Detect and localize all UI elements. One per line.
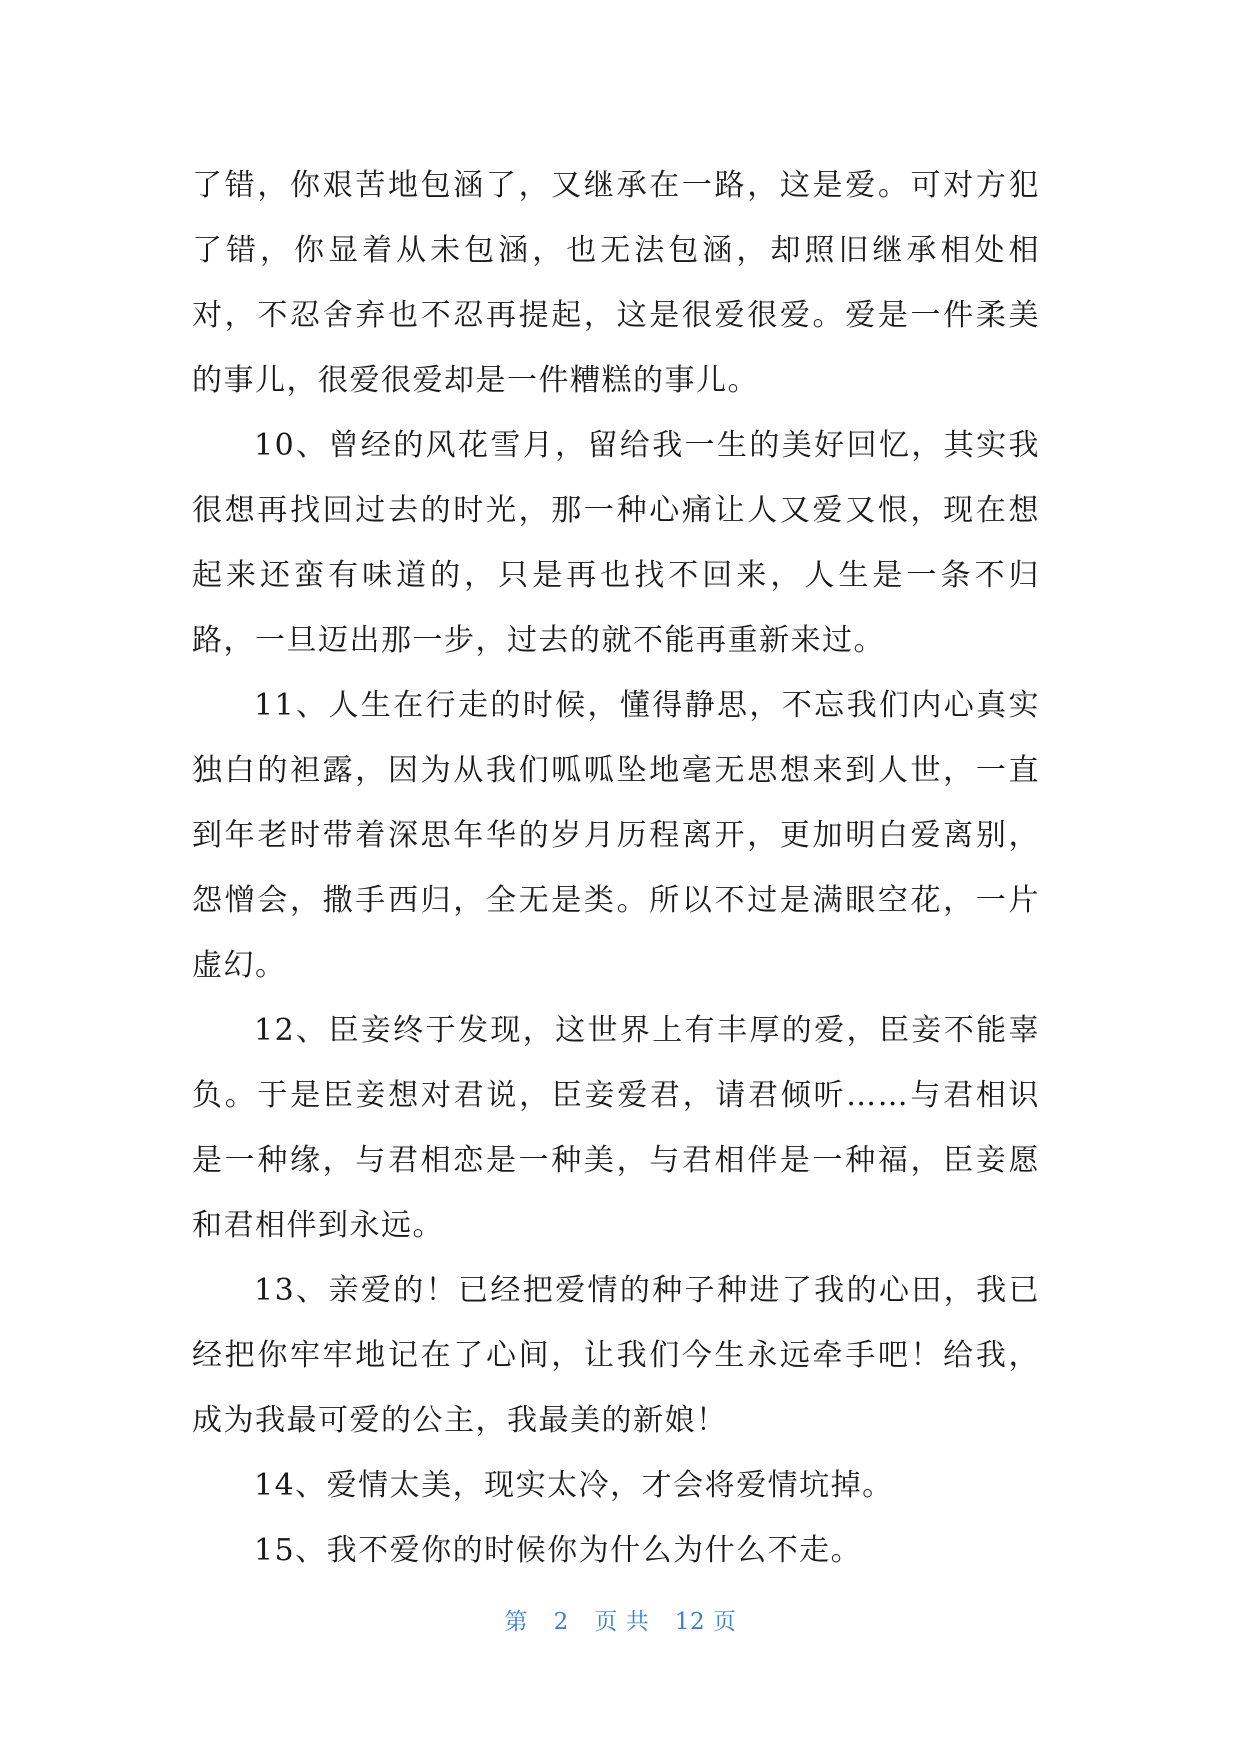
paragraph-item-11: 11、人生在行走的时候，懂得静思，不忘我们内心真实独白的袒露，因为从我们呱呱坠地毫无思想来到人世，一直到年老时带着深思年华的岁月历程离开，更加明白爱离别，怨憎会，撒手西归，全无是类。所以不过是满眼空花，一片虚幻。: [192, 688, 1040, 983]
footer-prefix: 第: [504, 1609, 529, 1635]
paragraph-item-15: 15、我不爱你的时候你为什么为什么不走。: [254, 1533, 863, 1568]
paragraph-item-13: 13、亲爱的！已经把爱情的种子种进了我的心田，我已经把你牢牢地记在了心间，让我们今生永远牵手吧！给我，成为我最可爱的公主，我最美的新娘！: [192, 1273, 1040, 1438]
footer-middle: 页 共: [594, 1609, 650, 1635]
paragraph-item-10: 10、曾经的风花雪月，留给我一生的美好回忆，其实我很想再找回过去的时光，那一种心痛让人又爱又恨，现在想起来还蛮有味道的，只是再也找不回来，人生是一条不归路，一旦迈出那一步，过去的就不能再重新来过。: [192, 428, 1040, 658]
paragraph-continuation: 了错，你艰苦地包涵了，又继承在一路，这是爱。可对方犯了错，你显着从未包涵，也无法包涵，却照旧继承相处相对，不忍舍弃也不忍再提起，这是很爱很爱。爱是一件柔美的事儿，很爱很爱却是一件糟糕的事儿。: [192, 168, 1040, 398]
footer-current-page: 2: [553, 1609, 569, 1635]
footer-total-pages: 12: [674, 1609, 706, 1635]
page-footer: [0, 1603, 1241, 1636]
document-body: [192, 153, 1040, 1583]
paragraph-item-12: 12、臣妾终于发现，这世界上有丰厚的爱，臣妾不能辜负。于是臣妾想对君说，臣妾爱君，请君倾听……与君相识是一种缘，与君相恋是一种美，与君相伴是一种福，臣妾愿和君相伴到永远。: [192, 1013, 1040, 1243]
paragraph-item-14: 14、爱情太美，现实太冷，才会将爱情坑掉。: [254, 1468, 894, 1503]
footer-suffix: 页: [712, 1609, 737, 1635]
